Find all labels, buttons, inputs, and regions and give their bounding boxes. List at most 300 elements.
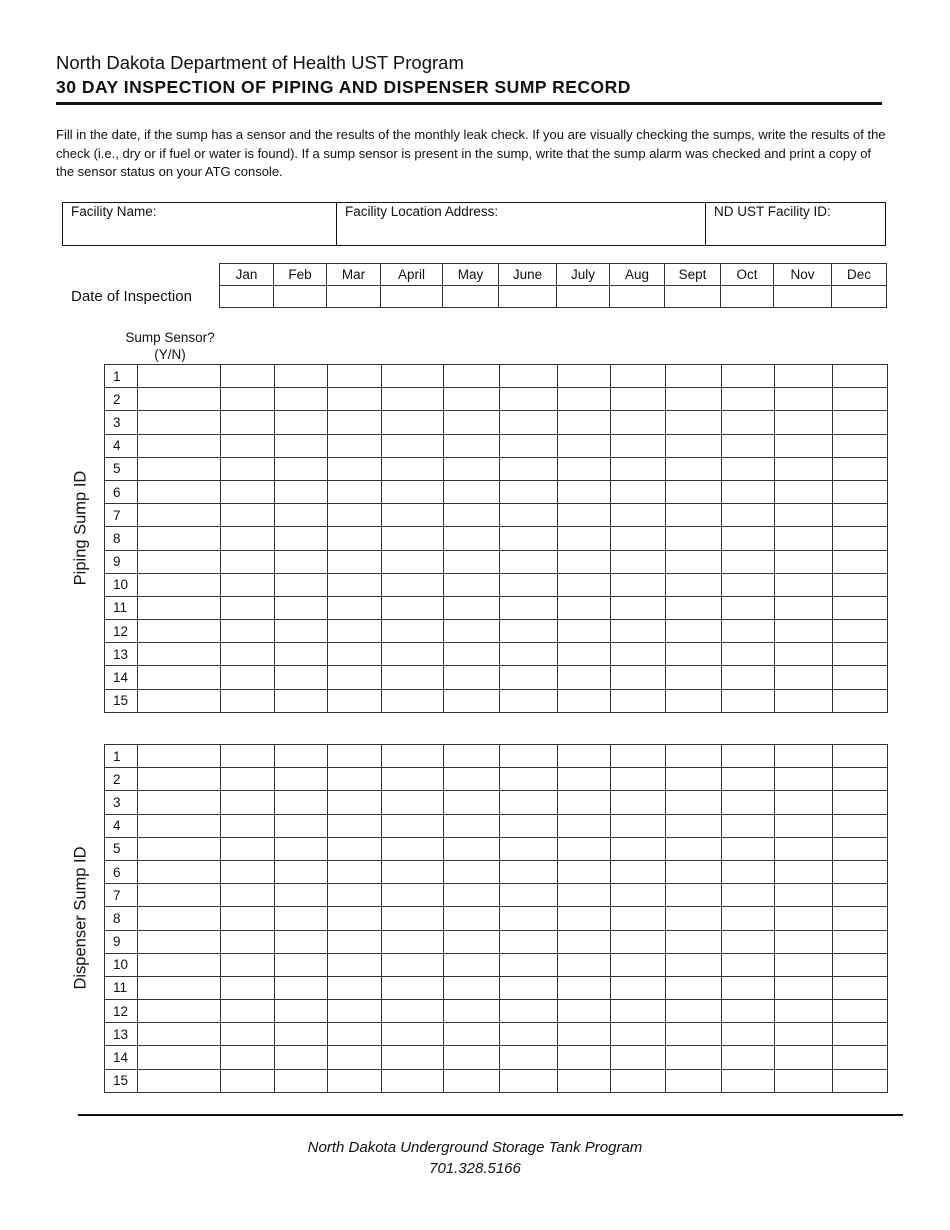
monthly-check-cell[interactable]	[775, 953, 833, 976]
monthly-check-cell[interactable]	[666, 434, 722, 457]
monthly-check-cell[interactable]	[666, 884, 722, 907]
monthly-check-cell[interactable]	[221, 643, 275, 666]
monthly-check-cell[interactable]	[500, 689, 558, 712]
monthly-check-cell[interactable]	[275, 457, 328, 480]
monthly-check-cell[interactable]	[558, 791, 611, 814]
monthly-check-cell[interactable]	[558, 365, 611, 388]
monthly-check-cell[interactable]	[666, 837, 722, 860]
monthly-check-cell[interactable]	[275, 1023, 328, 1046]
monthly-check-cell[interactable]	[722, 527, 775, 550]
monthly-check-cell[interactable]	[221, 884, 275, 907]
monthly-check-cell[interactable]	[328, 930, 382, 953]
monthly-check-cell[interactable]	[722, 1023, 775, 1046]
monthly-check-cell[interactable]	[611, 434, 666, 457]
monthly-check-cell[interactable]	[275, 388, 328, 411]
monthly-check-cell[interactable]	[666, 1023, 722, 1046]
monthly-check-cell[interactable]	[722, 666, 775, 689]
monthly-check-cell[interactable]	[328, 504, 382, 527]
monthly-check-cell[interactable]	[722, 860, 775, 883]
sump-sensor-cell[interactable]	[138, 1000, 221, 1023]
monthly-check-cell[interactable]	[275, 480, 328, 503]
monthly-check-cell[interactable]	[775, 365, 833, 388]
monthly-check-cell[interactable]	[444, 1023, 500, 1046]
monthly-check-cell[interactable]	[666, 976, 722, 999]
monthly-check-cell[interactable]	[382, 768, 444, 791]
monthly-check-cell[interactable]	[558, 620, 611, 643]
monthly-check-cell[interactable]	[382, 745, 444, 768]
monthly-check-cell[interactable]	[558, 1000, 611, 1023]
monthly-check-cell[interactable]	[275, 837, 328, 860]
monthly-check-cell[interactable]	[382, 976, 444, 999]
monthly-check-cell[interactable]	[666, 365, 722, 388]
monthly-check-cell[interactable]	[221, 814, 275, 837]
monthly-check-cell[interactable]	[444, 930, 500, 953]
monthly-check-cell[interactable]	[444, 837, 500, 860]
monthly-check-cell[interactable]	[500, 1000, 558, 1023]
monthly-check-cell[interactable]	[500, 666, 558, 689]
monthly-check-cell[interactable]	[666, 388, 722, 411]
monthly-check-cell[interactable]	[500, 907, 558, 930]
sump-sensor-cell[interactable]	[138, 596, 221, 619]
monthly-check-cell[interactable]	[500, 837, 558, 860]
monthly-check-cell[interactable]	[382, 504, 444, 527]
sump-sensor-cell[interactable]	[138, 457, 221, 480]
monthly-check-cell[interactable]	[275, 689, 328, 712]
monthly-check-cell[interactable]	[775, 930, 833, 953]
monthly-check-cell[interactable]	[666, 643, 722, 666]
monthly-check-cell[interactable]	[221, 1023, 275, 1046]
sump-sensor-cell[interactable]	[138, 1023, 221, 1046]
monthly-check-cell[interactable]	[833, 550, 888, 573]
monthly-check-cell[interactable]	[221, 457, 275, 480]
monthly-check-cell[interactable]	[666, 930, 722, 953]
monthly-check-cell[interactable]	[775, 411, 833, 434]
monthly-check-cell[interactable]	[275, 596, 328, 619]
monthly-check-cell[interactable]	[500, 814, 558, 837]
monthly-check-cell[interactable]	[611, 388, 666, 411]
monthly-check-cell[interactable]	[275, 1046, 328, 1069]
monthly-check-cell[interactable]	[722, 768, 775, 791]
monthly-check-cell[interactable]	[221, 930, 275, 953]
monthly-check-cell[interactable]	[666, 1000, 722, 1023]
monthly-check-cell[interactable]	[833, 884, 888, 907]
sump-sensor-cell[interactable]	[138, 643, 221, 666]
monthly-check-cell[interactable]	[775, 527, 833, 550]
monthly-check-cell[interactable]	[666, 666, 722, 689]
monthly-check-cell[interactable]	[444, 1000, 500, 1023]
monthly-check-cell[interactable]	[382, 365, 444, 388]
sump-sensor-cell[interactable]	[138, 884, 221, 907]
monthly-check-cell[interactable]	[722, 689, 775, 712]
sump-sensor-cell[interactable]	[138, 388, 221, 411]
monthly-check-cell[interactable]	[444, 596, 500, 619]
monthly-check-cell[interactable]	[558, 976, 611, 999]
monthly-check-cell[interactable]	[722, 907, 775, 930]
monthly-check-cell[interactable]	[611, 666, 666, 689]
monthly-check-cell[interactable]	[611, 953, 666, 976]
monthly-check-cell[interactable]	[722, 953, 775, 976]
monthly-check-cell[interactable]	[275, 884, 328, 907]
monthly-check-cell[interactable]	[275, 365, 328, 388]
monthly-check-cell[interactable]	[500, 643, 558, 666]
monthly-check-cell[interactable]	[328, 643, 382, 666]
monthly-check-cell[interactable]	[775, 791, 833, 814]
monthly-check-cell[interactable]	[328, 791, 382, 814]
sump-sensor-cell[interactable]	[138, 837, 221, 860]
monthly-check-cell[interactable]	[666, 1069, 722, 1092]
monthly-check-cell[interactable]	[722, 930, 775, 953]
monthly-check-cell[interactable]	[328, 365, 382, 388]
monthly-check-cell[interactable]	[444, 689, 500, 712]
monthly-check-cell[interactable]	[500, 504, 558, 527]
sump-sensor-cell[interactable]	[138, 411, 221, 434]
monthly-check-cell[interactable]	[275, 907, 328, 930]
monthly-check-cell[interactable]	[221, 837, 275, 860]
inspection-date-cell[interactable]	[610, 286, 665, 308]
monthly-check-cell[interactable]	[328, 860, 382, 883]
monthly-check-cell[interactable]	[775, 814, 833, 837]
sump-sensor-cell[interactable]	[138, 620, 221, 643]
monthly-check-cell[interactable]	[444, 884, 500, 907]
monthly-check-cell[interactable]	[221, 689, 275, 712]
monthly-check-cell[interactable]	[328, 745, 382, 768]
monthly-check-cell[interactable]	[221, 388, 275, 411]
monthly-check-cell[interactable]	[275, 527, 328, 550]
inspection-date-cell[interactable]	[832, 286, 887, 308]
monthly-check-cell[interactable]	[444, 1046, 500, 1069]
monthly-check-cell[interactable]	[328, 527, 382, 550]
monthly-check-cell[interactable]	[775, 434, 833, 457]
inspection-date-cell[interactable]	[443, 286, 499, 308]
facility-address-field[interactable]	[337, 202, 706, 246]
monthly-check-cell[interactable]	[275, 620, 328, 643]
monthly-check-cell[interactable]	[500, 411, 558, 434]
sump-sensor-cell[interactable]	[138, 480, 221, 503]
inspection-date-cell[interactable]	[557, 286, 610, 308]
monthly-check-cell[interactable]	[666, 1046, 722, 1069]
monthly-check-cell[interactable]	[500, 365, 558, 388]
monthly-check-cell[interactable]	[833, 930, 888, 953]
monthly-check-cell[interactable]	[558, 596, 611, 619]
monthly-check-cell[interactable]	[444, 791, 500, 814]
monthly-check-cell[interactable]	[666, 550, 722, 573]
monthly-check-cell[interactable]	[666, 457, 722, 480]
monthly-check-cell[interactable]	[275, 814, 328, 837]
monthly-check-cell[interactable]	[611, 1069, 666, 1092]
monthly-check-cell[interactable]	[444, 666, 500, 689]
monthly-check-cell[interactable]	[221, 620, 275, 643]
monthly-check-cell[interactable]	[833, 643, 888, 666]
inspection-date-cell[interactable]	[381, 286, 443, 308]
monthly-check-cell[interactable]	[382, 837, 444, 860]
monthly-check-cell[interactable]	[382, 411, 444, 434]
monthly-check-cell[interactable]	[666, 768, 722, 791]
monthly-check-cell[interactable]	[500, 527, 558, 550]
monthly-check-cell[interactable]	[722, 1069, 775, 1092]
inspection-date-cell[interactable]	[721, 286, 774, 308]
monthly-check-cell[interactable]	[833, 1000, 888, 1023]
monthly-check-cell[interactable]	[221, 504, 275, 527]
monthly-check-cell[interactable]	[382, 388, 444, 411]
monthly-check-cell[interactable]	[382, 1069, 444, 1092]
monthly-check-cell[interactable]	[221, 860, 275, 883]
monthly-check-cell[interactable]	[444, 814, 500, 837]
monthly-check-cell[interactable]	[611, 907, 666, 930]
monthly-check-cell[interactable]	[221, 365, 275, 388]
monthly-check-cell[interactable]	[328, 884, 382, 907]
monthly-check-cell[interactable]	[221, 907, 275, 930]
monthly-check-cell[interactable]	[444, 573, 500, 596]
monthly-check-cell[interactable]	[275, 791, 328, 814]
monthly-check-cell[interactable]	[558, 411, 611, 434]
monthly-check-cell[interactable]	[444, 388, 500, 411]
inspection-date-cell[interactable]	[665, 286, 721, 308]
monthly-check-cell[interactable]	[833, 837, 888, 860]
monthly-check-cell[interactable]	[666, 953, 722, 976]
monthly-check-cell[interactable]	[611, 860, 666, 883]
inspection-date-cell[interactable]	[499, 286, 557, 308]
monthly-check-cell[interactable]	[275, 768, 328, 791]
monthly-check-cell[interactable]	[611, 745, 666, 768]
monthly-check-cell[interactable]	[611, 550, 666, 573]
monthly-check-cell[interactable]	[722, 457, 775, 480]
monthly-check-cell[interactable]	[558, 504, 611, 527]
monthly-check-cell[interactable]	[611, 457, 666, 480]
monthly-check-cell[interactable]	[833, 907, 888, 930]
sump-sensor-cell[interactable]	[138, 791, 221, 814]
monthly-check-cell[interactable]	[775, 1069, 833, 1092]
monthly-check-cell[interactable]	[611, 1000, 666, 1023]
monthly-check-cell[interactable]	[833, 1023, 888, 1046]
monthly-check-cell[interactable]	[666, 480, 722, 503]
monthly-check-cell[interactable]	[833, 620, 888, 643]
monthly-check-cell[interactable]	[444, 768, 500, 791]
monthly-check-cell[interactable]	[328, 1069, 382, 1092]
monthly-check-cell[interactable]	[382, 434, 444, 457]
facility-id-field[interactable]	[706, 202, 886, 246]
monthly-check-cell[interactable]	[328, 411, 382, 434]
monthly-check-cell[interactable]	[444, 434, 500, 457]
monthly-check-cell[interactable]	[666, 814, 722, 837]
sump-sensor-cell[interactable]	[138, 745, 221, 768]
monthly-check-cell[interactable]	[611, 791, 666, 814]
monthly-check-cell[interactable]	[775, 837, 833, 860]
monthly-check-cell[interactable]	[500, 1046, 558, 1069]
monthly-check-cell[interactable]	[558, 930, 611, 953]
monthly-check-cell[interactable]	[833, 480, 888, 503]
monthly-check-cell[interactable]	[221, 1000, 275, 1023]
monthly-check-cell[interactable]	[611, 643, 666, 666]
monthly-check-cell[interactable]	[500, 745, 558, 768]
monthly-check-cell[interactable]	[775, 860, 833, 883]
monthly-check-cell[interactable]	[382, 620, 444, 643]
monthly-check-cell[interactable]	[833, 768, 888, 791]
monthly-check-cell[interactable]	[275, 1000, 328, 1023]
monthly-check-cell[interactable]	[328, 976, 382, 999]
monthly-check-cell[interactable]	[444, 480, 500, 503]
monthly-check-cell[interactable]	[328, 457, 382, 480]
sump-sensor-cell[interactable]	[138, 768, 221, 791]
monthly-check-cell[interactable]	[611, 837, 666, 860]
sump-sensor-cell[interactable]	[138, 814, 221, 837]
monthly-check-cell[interactable]	[775, 388, 833, 411]
monthly-check-cell[interactable]	[833, 457, 888, 480]
monthly-check-cell[interactable]	[833, 527, 888, 550]
monthly-check-cell[interactable]	[558, 745, 611, 768]
monthly-check-cell[interactable]	[722, 434, 775, 457]
sump-sensor-cell[interactable]	[138, 434, 221, 457]
monthly-check-cell[interactable]	[221, 1046, 275, 1069]
monthly-check-cell[interactable]	[666, 745, 722, 768]
monthly-check-cell[interactable]	[444, 860, 500, 883]
monthly-check-cell[interactable]	[221, 550, 275, 573]
monthly-check-cell[interactable]	[833, 860, 888, 883]
monthly-check-cell[interactable]	[722, 791, 775, 814]
monthly-check-cell[interactable]	[328, 1023, 382, 1046]
monthly-check-cell[interactable]	[775, 620, 833, 643]
monthly-check-cell[interactable]	[500, 791, 558, 814]
monthly-check-cell[interactable]	[558, 666, 611, 689]
sump-sensor-cell[interactable]	[138, 1046, 221, 1069]
monthly-check-cell[interactable]	[328, 837, 382, 860]
monthly-check-cell[interactable]	[328, 550, 382, 573]
monthly-check-cell[interactable]	[500, 620, 558, 643]
monthly-check-cell[interactable]	[275, 434, 328, 457]
monthly-check-cell[interactable]	[611, 596, 666, 619]
monthly-check-cell[interactable]	[611, 1023, 666, 1046]
monthly-check-cell[interactable]	[558, 388, 611, 411]
monthly-check-cell[interactable]	[666, 411, 722, 434]
monthly-check-cell[interactable]	[558, 1046, 611, 1069]
monthly-check-cell[interactable]	[722, 837, 775, 860]
monthly-check-cell[interactable]	[382, 666, 444, 689]
monthly-check-cell[interactable]	[666, 791, 722, 814]
monthly-check-cell[interactable]	[500, 953, 558, 976]
sump-sensor-cell[interactable]	[138, 953, 221, 976]
monthly-check-cell[interactable]	[666, 596, 722, 619]
monthly-check-cell[interactable]	[775, 745, 833, 768]
monthly-check-cell[interactable]	[611, 504, 666, 527]
monthly-check-cell[interactable]	[328, 768, 382, 791]
monthly-check-cell[interactable]	[221, 953, 275, 976]
monthly-check-cell[interactable]	[558, 884, 611, 907]
monthly-check-cell[interactable]	[328, 480, 382, 503]
monthly-check-cell[interactable]	[221, 768, 275, 791]
monthly-check-cell[interactable]	[275, 1069, 328, 1092]
monthly-check-cell[interactable]	[275, 745, 328, 768]
monthly-check-cell[interactable]	[221, 791, 275, 814]
monthly-check-cell[interactable]	[611, 976, 666, 999]
monthly-check-cell[interactable]	[444, 504, 500, 527]
monthly-check-cell[interactable]	[558, 480, 611, 503]
monthly-check-cell[interactable]	[221, 411, 275, 434]
monthly-check-cell[interactable]	[500, 976, 558, 999]
monthly-check-cell[interactable]	[775, 768, 833, 791]
monthly-check-cell[interactable]	[833, 365, 888, 388]
monthly-check-cell[interactable]	[833, 953, 888, 976]
monthly-check-cell[interactable]	[221, 527, 275, 550]
monthly-check-cell[interactable]	[275, 504, 328, 527]
sump-sensor-cell[interactable]	[138, 504, 221, 527]
monthly-check-cell[interactable]	[444, 550, 500, 573]
monthly-check-cell[interactable]	[328, 1000, 382, 1023]
monthly-check-cell[interactable]	[221, 1069, 275, 1092]
inspection-date-cell[interactable]	[274, 286, 327, 308]
monthly-check-cell[interactable]	[833, 976, 888, 999]
monthly-check-cell[interactable]	[558, 837, 611, 860]
monthly-check-cell[interactable]	[722, 620, 775, 643]
monthly-check-cell[interactable]	[444, 411, 500, 434]
monthly-check-cell[interactable]	[382, 953, 444, 976]
monthly-check-cell[interactable]	[666, 527, 722, 550]
monthly-check-cell[interactable]	[275, 411, 328, 434]
monthly-check-cell[interactable]	[833, 411, 888, 434]
monthly-check-cell[interactable]	[722, 480, 775, 503]
monthly-check-cell[interactable]	[444, 1069, 500, 1092]
monthly-check-cell[interactable]	[775, 573, 833, 596]
monthly-check-cell[interactable]	[833, 1046, 888, 1069]
monthly-check-cell[interactable]	[382, 884, 444, 907]
monthly-check-cell[interactable]	[328, 953, 382, 976]
monthly-check-cell[interactable]	[275, 860, 328, 883]
monthly-check-cell[interactable]	[775, 884, 833, 907]
monthly-check-cell[interactable]	[382, 860, 444, 883]
sump-sensor-cell[interactable]	[138, 860, 221, 883]
sump-sensor-cell[interactable]	[138, 689, 221, 712]
monthly-check-cell[interactable]	[558, 550, 611, 573]
monthly-check-cell[interactable]	[328, 620, 382, 643]
monthly-check-cell[interactable]	[275, 550, 328, 573]
monthly-check-cell[interactable]	[328, 388, 382, 411]
monthly-check-cell[interactable]	[500, 480, 558, 503]
monthly-check-cell[interactable]	[328, 666, 382, 689]
monthly-check-cell[interactable]	[833, 791, 888, 814]
monthly-check-cell[interactable]	[221, 573, 275, 596]
monthly-check-cell[interactable]	[666, 689, 722, 712]
monthly-check-cell[interactable]	[722, 596, 775, 619]
monthly-check-cell[interactable]	[833, 666, 888, 689]
monthly-check-cell[interactable]	[221, 480, 275, 503]
monthly-check-cell[interactable]	[775, 1000, 833, 1023]
monthly-check-cell[interactable]	[558, 1023, 611, 1046]
monthly-check-cell[interactable]	[382, 1046, 444, 1069]
monthly-check-cell[interactable]	[221, 596, 275, 619]
monthly-check-cell[interactable]	[382, 550, 444, 573]
monthly-check-cell[interactable]	[382, 814, 444, 837]
monthly-check-cell[interactable]	[382, 689, 444, 712]
monthly-check-cell[interactable]	[500, 768, 558, 791]
monthly-check-cell[interactable]	[833, 689, 888, 712]
monthly-check-cell[interactable]	[611, 365, 666, 388]
monthly-check-cell[interactable]	[833, 434, 888, 457]
monthly-check-cell[interactable]	[500, 550, 558, 573]
monthly-check-cell[interactable]	[611, 411, 666, 434]
monthly-check-cell[interactable]	[775, 480, 833, 503]
monthly-check-cell[interactable]	[328, 907, 382, 930]
monthly-check-cell[interactable]	[500, 596, 558, 619]
monthly-check-cell[interactable]	[221, 745, 275, 768]
monthly-check-cell[interactable]	[500, 884, 558, 907]
monthly-check-cell[interactable]	[775, 907, 833, 930]
monthly-check-cell[interactable]	[500, 388, 558, 411]
monthly-check-cell[interactable]	[382, 1000, 444, 1023]
sump-sensor-cell[interactable]	[138, 976, 221, 999]
monthly-check-cell[interactable]	[611, 480, 666, 503]
monthly-check-cell[interactable]	[558, 527, 611, 550]
monthly-check-cell[interactable]	[500, 860, 558, 883]
monthly-check-cell[interactable]	[722, 814, 775, 837]
monthly-check-cell[interactable]	[500, 1069, 558, 1092]
